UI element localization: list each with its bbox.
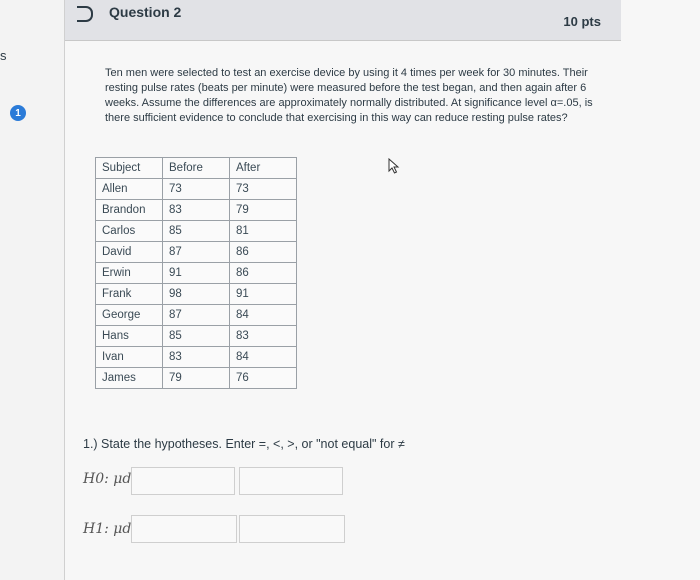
cell-subject: George <box>96 305 163 326</box>
cell-subject: Allen <box>96 179 163 200</box>
cell-before: 79 <box>163 368 230 389</box>
cell-subject: Ivan <box>96 347 163 368</box>
cell-after: 84 <box>230 347 297 368</box>
table-row <box>96 347 297 368</box>
question-status-badge[interactable]: 1 <box>10 105 26 121</box>
cell-subject: Hans <box>96 326 163 347</box>
table-row <box>96 368 297 389</box>
part1-instruction: 1.) State the hypotheses. Enter =, <, >, or "not equal" for ≠ <box>83 437 405 451</box>
pulse-data-table <box>95 157 297 389</box>
cell-before: 85 <box>163 221 230 242</box>
h1-value-input[interactable] <box>239 515 345 543</box>
question-text: Ten men were selected to test an exercise device by using it 4 times per week for 30 minutes. Their resting pulse rates (beats per minute) were measured before the test began, and then again after 6 weeks. Assume the differences are approximately normally distributed. At significance level α=.05, is there sufficient evidence to conclude that exercising in this way can reduce resting pulse rates? <box>105 67 593 124</box>
cell-after: 73 <box>230 179 297 200</box>
table-row <box>96 242 297 263</box>
table-row <box>96 200 297 221</box>
cell-before: 83 <box>163 347 230 368</box>
left-nav-strip <box>0 0 64 580</box>
cell-after: 81 <box>230 221 297 242</box>
column-header-subject: Subject <box>96 158 163 179</box>
h0-value-input[interactable] <box>239 467 343 495</box>
cell-before: 98 <box>163 284 230 305</box>
cell-subject: Erwin <box>96 263 163 284</box>
cell-after: 79 <box>230 200 297 221</box>
table-row <box>96 221 297 242</box>
h1-relation-input[interactable] <box>131 515 237 543</box>
cell-before: 87 <box>163 242 230 263</box>
cell-before: 73 <box>163 179 230 200</box>
table-row <box>96 179 297 200</box>
cell-subject: Frank <box>96 284 163 305</box>
cell-subject: David <box>96 242 163 263</box>
cell-subject: Carlos <box>96 221 163 242</box>
h0-relation-input[interactable] <box>131 467 235 495</box>
table-header-row <box>96 158 297 179</box>
table-row <box>96 305 297 326</box>
table-row <box>96 326 297 347</box>
cell-after: 86 <box>230 242 297 263</box>
question-points: 10 pts <box>563 14 601 29</box>
cell-before: 91 <box>163 263 230 284</box>
question-title: Question 2 <box>109 4 182 20</box>
cell-subject: Brandon <box>96 200 163 221</box>
left-edge-letter: s <box>0 48 7 63</box>
question-header <box>65 0 621 41</box>
table-row <box>96 263 297 284</box>
mouse-pointer-icon <box>387 158 403 174</box>
cell-after: 76 <box>230 368 297 389</box>
cell-after: 86 <box>230 263 297 284</box>
cell-before: 85 <box>163 326 230 347</box>
column-header-before: Before <box>163 158 230 179</box>
h0-label: H0: μd <box>83 471 132 487</box>
question-card <box>64 0 700 580</box>
cell-subject: James <box>96 368 163 389</box>
cell-before: 87 <box>163 305 230 326</box>
cell-after: 91 <box>230 284 297 305</box>
table-row <box>96 284 297 305</box>
column-header-after: After <box>230 158 297 179</box>
flag-question-icon[interactable] <box>77 6 93 22</box>
h1-label: H1: μd <box>83 521 132 537</box>
cell-before: 83 <box>163 200 230 221</box>
cell-after: 83 <box>230 326 297 347</box>
cell-after: 84 <box>230 305 297 326</box>
